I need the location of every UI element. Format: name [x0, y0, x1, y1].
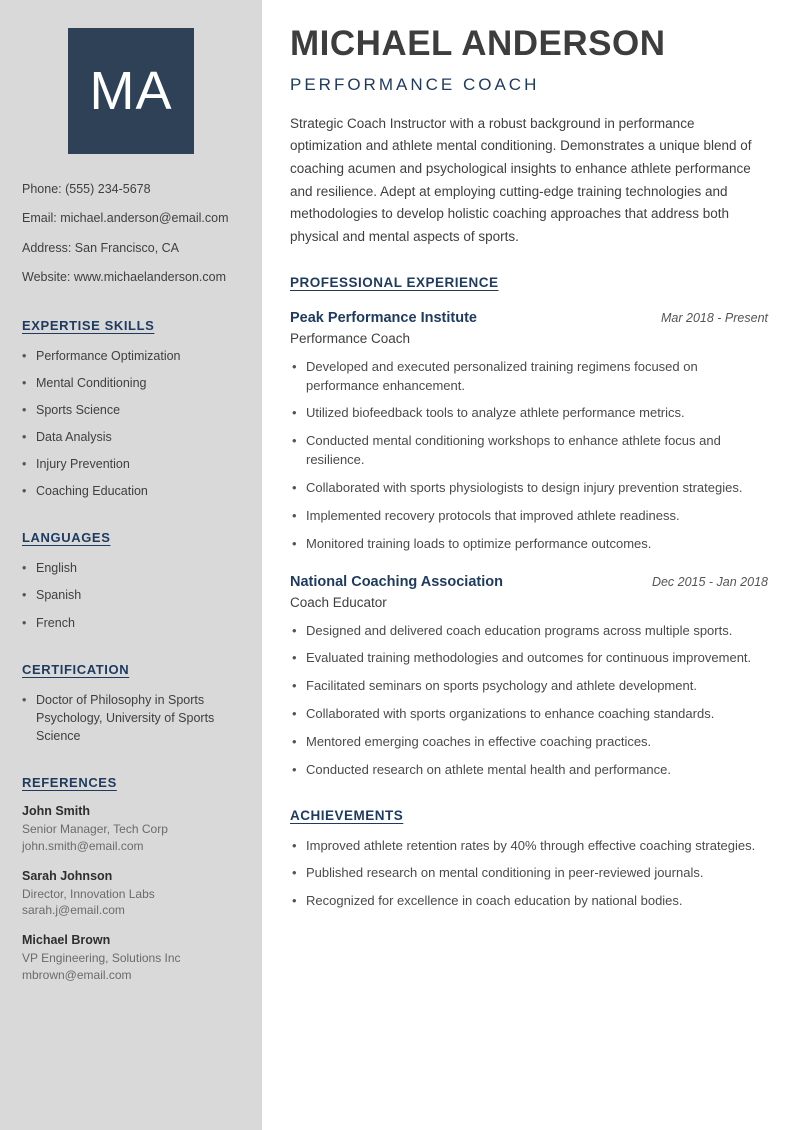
- job-bullet: • Monitored training loads to optimize performance outcomes.: [290, 535, 768, 554]
- job-role: Performance Coach: [290, 330, 411, 346]
- job-bullet: • Utilized biofeedback tools to analyze athlete performance metrics.: [290, 404, 768, 423]
- reference-email: john.smith@email.com: [22, 838, 144, 853]
- achievements-heading: ACHIEVEMENTS: [290, 807, 404, 823]
- reference-name: Sarah Johnson: [22, 868, 113, 883]
- skills-heading: EXPERTISE SKILLS: [22, 317, 155, 333]
- candidate-title: PERFORMANCE COACH: [290, 74, 540, 94]
- avatar-initials: MA: [89, 61, 173, 121]
- experience-heading: PROFESSIONAL EXPERIENCE: [290, 274, 499, 290]
- job-bullet: • Implemented recovery protocols that improved athlete readiness.: [290, 507, 768, 526]
- references-section: [22, 775, 240, 984]
- company-name: National Coaching Association: [290, 573, 503, 590]
- languages-list: [22, 559, 240, 631]
- job-entry: [290, 310, 768, 554]
- skills-section: [22, 318, 240, 501]
- avatar: [68, 28, 194, 154]
- contact-website: Website: www.michaelanderson.com: [22, 270, 227, 285]
- language-item: • Spanish: [22, 586, 240, 604]
- job-entry: [290, 574, 768, 780]
- achievements-list: [290, 837, 768, 912]
- language-item: • English: [22, 559, 240, 577]
- contact-address: Address: San Francisco, CA: [22, 240, 180, 255]
- references-heading: REFERENCES: [22, 775, 117, 790]
- job-bullet: • Developed and executed personalized training regimens focused on performance enhancement.: [290, 358, 768, 396]
- job-bullet: • Mentored emerging coaches in effective coaching practices.: [290, 733, 768, 752]
- job-bullets: [290, 358, 768, 554]
- languages-section: [22, 530, 240, 631]
- job-bullet: • Collaborated with sports physiologists to design injury prevention strategies.: [290, 479, 768, 498]
- skill-item: • Sports Science: [22, 401, 240, 419]
- sidebar: [0, 0, 262, 1130]
- skill-item: • Data Analysis: [22, 428, 240, 446]
- experience-section: [290, 275, 768, 780]
- achievement-bullet: • Improved athlete retention rates by 40% through effective coaching strategies.: [290, 837, 768, 856]
- achievement-bullet: • Recognized for excellence in coach education by national bodies.: [290, 892, 768, 911]
- certification-list: [22, 691, 240, 745]
- job-bullet: • Collaborated with sports organizations to enhance coaching standards.: [290, 705, 768, 724]
- job-bullet: • Evaluated training methodologies and outcomes for continuous improvement.: [290, 649, 768, 668]
- skill-item: • Performance Optimization: [22, 347, 240, 365]
- job-bullet: • Facilitated seminars on sports psychology and athlete development.: [290, 677, 768, 696]
- summary-paragraph: Strategic Coach Instructor with a robust background in performance optimization and athlete mental conditioning. Demonstrates a unique blend of coaching acumen and psychological insights to enhance athlete performance and resilience. Adept at employing cutting-edge training technologies and methodologies to develop holistic coaching approaches that address both physical and mental aspects of sports.: [290, 115, 752, 245]
- job-bullet: • Conducted research on athlete mental health and performance.: [290, 761, 768, 780]
- reference-item: [22, 933, 240, 984]
- skills-list: [22, 347, 240, 501]
- certification-section: [22, 662, 240, 745]
- job-header: [290, 574, 768, 590]
- job-header: [290, 310, 768, 326]
- reference-item: [22, 804, 240, 855]
- skill-item: • Mental Conditioning: [22, 374, 240, 392]
- reference-email: sarah.j@email.com: [22, 903, 125, 918]
- job-dates: Mar 2018 - Present: [661, 310, 768, 325]
- reference-email: mbrown@email.com: [22, 967, 132, 982]
- language-item: • French: [22, 614, 240, 632]
- achievements-section: [290, 808, 768, 912]
- certification-heading: CERTIFICATION: [22, 661, 130, 677]
- reference-role: Senior Manager, Tech Corp: [22, 822, 168, 836]
- reference-role: VP Engineering, Solutions Inc: [22, 951, 181, 966]
- job-bullet: • Designed and delivered coach education programs across multiple sports.: [290, 622, 768, 641]
- contact-info: [22, 180, 240, 288]
- skill-item: • Coaching Education: [22, 482, 240, 500]
- certification-item: • Doctor of Philosophy in Sports Psychology, University of Sports Science: [22, 691, 240, 745]
- reference-name: John Smith: [22, 804, 91, 818]
- achievement-bullet: • Published research on mental conditioning in peer-reviewed journals.: [290, 864, 768, 883]
- company-name: Peak Performance Institute: [290, 309, 477, 326]
- languages-heading: LANGUAGES: [22, 530, 111, 546]
- job-bullet: • Conducted mental conditioning workshops to enhance athlete focus and resilience.: [290, 432, 768, 470]
- reference-name: Michael Brown: [22, 933, 111, 948]
- job-role: Coach Educator: [290, 594, 387, 610]
- reference-role: Director, Innovation Labs: [22, 886, 155, 901]
- main-column: [262, 0, 800, 1130]
- contact-phone: Phone: (555) 234-5678: [22, 182, 151, 196]
- skill-item: • Injury Prevention: [22, 455, 240, 473]
- reference-item: [22, 869, 240, 920]
- job-bullets: [290, 622, 768, 780]
- contact-email: Email: michael.anderson@email.com: [22, 211, 229, 226]
- job-dates: Dec 2015 - Jan 2018: [651, 574, 768, 589]
- candidate-name: MICHAEL ANDERSON: [290, 24, 666, 63]
